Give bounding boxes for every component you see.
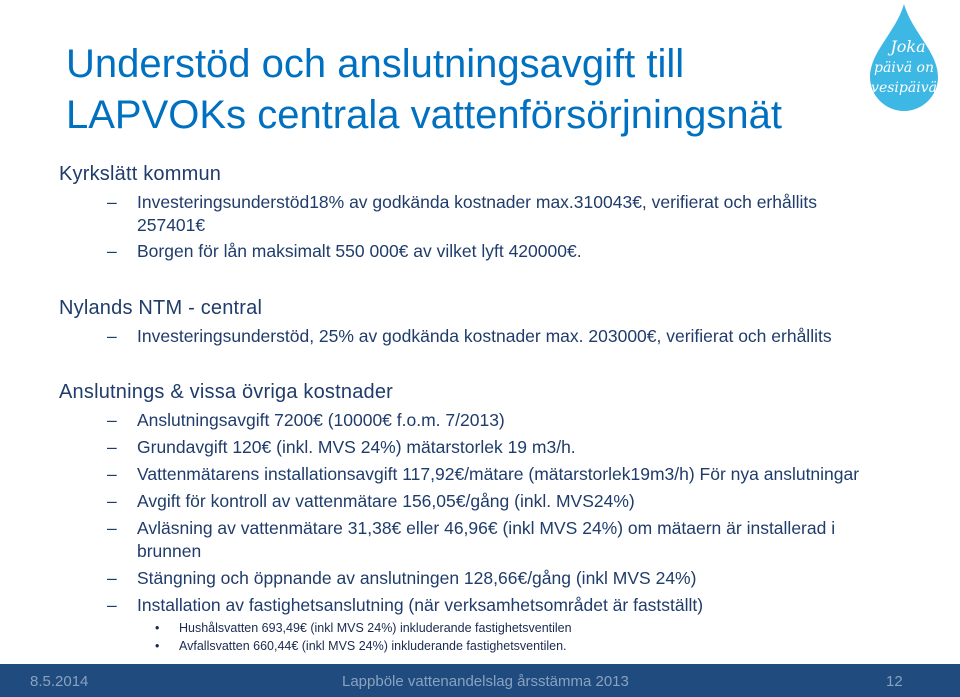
dash-icon: – [107,192,117,212]
dash-icon: – [107,518,117,538]
bullet-icon: • [155,621,160,635]
footer-date: 8.5.2014 [30,673,89,690]
slide-footer [0,664,960,697]
dash-icon: – [107,491,117,511]
bullet-item: • Hushålsvatten 693,49€ (inkl MVS 24%) inkluderande fastighetsventilen [155,621,572,635]
svg-text:päivä on: päivä on [874,60,934,76]
dash-icon: – [107,464,117,484]
water-drop-logo [866,2,942,112]
list-item: – Borgen för lån maksimalt 550 000€ av vilket lyft 420000€. [107,241,582,261]
dash-icon: – [107,568,117,588]
slide-title-line1: Understöd och anslutningsavgift till [66,42,685,86]
list-item: – Vattenmätarens installationsavgift 117,92€/mätare (mätarstorlek19m3/h) För nya anslutningar [107,464,860,484]
list-item-continuation: 257401€ [137,215,206,235]
section-heading: Anslutnings & vissa övriga kostnader [59,381,394,403]
section-heading: Nylands NTM - central [59,297,263,319]
dash-icon: – [107,326,117,346]
page-number: 12 [886,673,903,690]
svg-text:vesipäivä: vesipäivä [871,80,937,96]
dash-icon: – [107,595,117,615]
list-item: – Avgift för kontroll av vattenmätare 156,05€/gång (inkl. MVS24%) [107,491,635,511]
list-item: – Anslutningsavgift 7200€ (10000€ f.o.m. 7/2013) [107,410,505,430]
list-item: – Installation av fastighetsanslutning (när verksamhetsområdet är fastställt) [107,595,704,615]
list-item: – Investeringsunderstöd, 25% av godkända kostnader max. 203000€, verifierat och erhållits [107,326,832,346]
footer-title: Lappböle vattenandelslag årsstämma 2013 [342,673,629,690]
dash-icon: – [107,437,117,457]
section-heading: Kyrkslätt kommun [59,163,222,185]
list-item-continuation: brunnen [137,541,202,561]
bullet-item: • Avfallsvatten 660,44€ (inkl MVS 24%) inkluderande fastighetsventilen. [155,639,567,653]
list-item: – Investeringsunderstöd18% av godkända kostnader max.310043€, verifierat och erhållits [107,192,817,212]
list-item: – Avläsning av vattenmätare 31,38€ eller 46,96€ (inkl MVS 24%) om mätaern är installerad i [107,518,836,538]
list-item: – Stängning och öppnande av anslutningen 128,66€/gång (inkl MVS 24%) [107,568,697,588]
svg-text:Joka: Joka [890,37,926,56]
slide-title-line2: LAPVOKs centrala vattenförsörjningsnät [66,93,782,137]
bullet-icon: • [155,639,160,653]
dash-icon: – [107,410,117,430]
dash-icon: – [107,241,117,261]
list-item: – Grundavgift 120€ (inkl. MVS 24%) mätarstorlek 19 m3/h. [107,437,576,457]
